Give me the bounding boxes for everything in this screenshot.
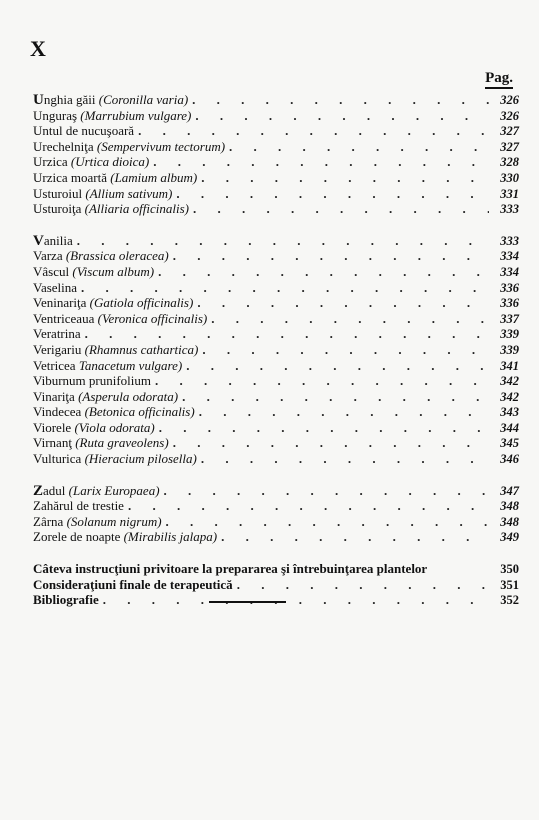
- entry-label: [33, 498, 124, 514]
- dot-leader: [81, 280, 489, 296]
- toc-entry: [33, 498, 519, 514]
- dot-leader: [211, 311, 489, 327]
- toc-entry: [33, 123, 519, 139]
- entry-latin-name: (Hieracium pilosella): [84, 451, 197, 467]
- entry-name: Veninariţa: [33, 295, 87, 311]
- entry-page-number: 339: [500, 342, 519, 357]
- entry-page-number: 328: [500, 155, 519, 170]
- toc-entry: [33, 248, 519, 264]
- dot-leader: [202, 342, 489, 358]
- toc-group: [33, 233, 519, 467]
- dot-leader: [193, 201, 489, 217]
- entry-label: [33, 483, 160, 500]
- toc-entry: [33, 92, 519, 108]
- toc-entry: [33, 514, 519, 530]
- dot-leader: [197, 295, 489, 311]
- dot-leader: [229, 139, 489, 155]
- section-divider: [209, 601, 286, 603]
- entry-name: Vaselina: [33, 279, 78, 295]
- dot-leader: [199, 404, 489, 420]
- entry-label: [33, 280, 77, 296]
- dot-leader: [221, 529, 489, 545]
- toc-entry: [33, 139, 519, 155]
- entry-page-number: 334: [500, 249, 519, 264]
- entry-page-number: 345: [500, 436, 519, 451]
- toc-entry: [33, 108, 519, 124]
- page-column-header: Pag.: [485, 70, 513, 89]
- dot-leader: [103, 592, 489, 608]
- dot-leader: [201, 451, 489, 467]
- toc-entry: [33, 311, 519, 327]
- entry-name: Zorele de noapte: [33, 529, 121, 545]
- toc-entry: [33, 435, 519, 451]
- entry-name: Virnanţ: [33, 435, 72, 451]
- entry-label: [33, 201, 189, 217]
- toc-entry: [33, 529, 519, 545]
- entry-latin-name: (Solanum nigrum): [66, 513, 162, 529]
- entry-label: [33, 264, 154, 280]
- entry-page-number: 348: [500, 514, 519, 529]
- entry-page-number: 341: [500, 358, 519, 373]
- entry-name: Bibliografie: [33, 592, 99, 608]
- entry-label: [33, 451, 197, 467]
- entry-initial: Z: [33, 482, 44, 499]
- dot-leader: [159, 420, 489, 436]
- entry-label: [33, 170, 197, 186]
- entry-name: Varza: [33, 248, 63, 264]
- entry-name: Zahărul de trestie: [33, 498, 124, 514]
- toc-entry: [33, 233, 519, 249]
- dot-leader: [155, 373, 489, 389]
- entry-initial: U: [33, 92, 44, 108]
- entry-name: Usturoiţa: [33, 201, 82, 217]
- toc-entry: [33, 295, 519, 311]
- entry-name: Zârna: [33, 513, 64, 529]
- entry-name: Untul de nucuşoară: [33, 123, 135, 139]
- entry-name: Ventriceaua: [33, 310, 95, 326]
- toc-entry: [33, 170, 519, 186]
- entry-label: [33, 139, 225, 155]
- entry-latin-name: (Coronilla varia): [98, 92, 189, 107]
- toc-entry: [33, 577, 519, 593]
- entry-name: Vinariţa: [33, 388, 75, 404]
- entry-page-number: 350: [500, 562, 519, 577]
- entry-label: [33, 404, 195, 420]
- entry-name: Vâscul: [33, 263, 70, 279]
- dot-leader: [237, 577, 489, 593]
- entry-name: nghia găii: [43, 92, 96, 107]
- entry-page-number: 348: [500, 499, 519, 514]
- entry-label: [33, 154, 149, 170]
- entry-latin-name: (Rhamnus cathartica): [84, 341, 199, 357]
- entry-name: Câteva instrucţiuni privitoare la prepararea şi întrebuinţarea plantelor: [33, 561, 428, 577]
- entry-label: [33, 435, 169, 451]
- entry-latin-name: (Marrubium vulgare): [80, 107, 192, 123]
- entry-name: Vindecea: [33, 404, 82, 420]
- entry-page-number: 342: [500, 374, 519, 389]
- toc-entry: [33, 342, 519, 358]
- entry-name: Viburnum prunifolium: [33, 373, 152, 389]
- dot-leader: [138, 123, 489, 139]
- entry-name: Veratrina: [33, 326, 81, 342]
- entry-label: [33, 123, 134, 139]
- toc-groups: [33, 92, 519, 545]
- entry-name: Vetricea: [33, 357, 76, 373]
- dot-leader: [192, 92, 489, 108]
- entry-latin-name: (Veronica officinalis): [97, 310, 208, 326]
- toc-entry: [33, 280, 519, 296]
- entry-page-number: 336: [500, 296, 519, 311]
- entry-page-number: 331: [500, 186, 519, 201]
- entry-label: [33, 326, 81, 342]
- entry-label: [33, 108, 191, 124]
- page-section-letter: X: [30, 36, 47, 61]
- toc-entry: [33, 389, 519, 405]
- entry-label: [33, 389, 178, 405]
- entry-page-number: 330: [500, 170, 519, 185]
- dot-leader: [182, 389, 489, 405]
- entry-page-number: 333: [500, 233, 519, 248]
- entry-label: [33, 358, 182, 374]
- entry-label: [33, 186, 172, 202]
- entry-name: Urechelniţa: [33, 138, 94, 154]
- entry-label: [33, 342, 198, 358]
- entry-page-number: 334: [500, 264, 519, 279]
- toc-entry: [33, 154, 519, 170]
- entry-initial: V: [33, 232, 44, 249]
- entry-latin-name: (Ruta graveolens): [75, 435, 169, 451]
- dot-leader: [186, 358, 489, 374]
- entry-page-number: 343: [500, 405, 519, 420]
- dot-leader: [173, 435, 489, 451]
- entry-latin-name: (Mirabilis jalapa): [123, 529, 218, 545]
- entry-page-number: 342: [500, 389, 519, 404]
- entry-label: [33, 514, 162, 530]
- toc-entry: [33, 201, 519, 217]
- entry-page-number: 326: [500, 108, 519, 123]
- entry-label: [33, 311, 207, 327]
- dot-leader: [201, 170, 489, 186]
- entry-page-number: 339: [500, 327, 519, 342]
- entry-page-number: 327: [500, 139, 519, 154]
- dot-leader: [77, 233, 489, 249]
- toc-entry: [33, 186, 519, 202]
- entry-latin-name: (Larix Europaea): [68, 482, 160, 498]
- entry-page-number: 352: [500, 593, 519, 608]
- dot-leader: [173, 248, 489, 264]
- entry-label: [33, 248, 169, 264]
- table-of-contents: [33, 92, 519, 608]
- dot-leader: [166, 514, 489, 530]
- entry-latin-name: (Urtica dioica): [70, 154, 150, 170]
- entry-page-number: 326: [500, 93, 519, 107]
- entry-latin-name: Tanacetum vulgare): [78, 357, 183, 373]
- toc-entry: [33, 420, 519, 436]
- entry-latin-name: (Sempervivum tectorum): [96, 138, 226, 154]
- entry-page-number: 347: [500, 483, 519, 498]
- entry-label: [33, 373, 151, 389]
- entry-page-number: 337: [500, 311, 519, 326]
- entry-label: [33, 92, 188, 109]
- toc-entry: [33, 264, 519, 280]
- entry-latin-name: (Asperula odorata): [78, 388, 179, 404]
- entry-latin-name: (Lamium album): [110, 169, 198, 185]
- entry-name: Unguraş: [33, 107, 78, 123]
- toc-entry: [33, 483, 519, 499]
- entry-page-number: 349: [500, 530, 519, 545]
- entry-name: adul: [43, 482, 66, 498]
- entry-page-number: 327: [500, 124, 519, 139]
- entry-name: Vulturica: [33, 451, 82, 467]
- entry-label: [33, 529, 217, 545]
- entry-name: Consideraţiuni finale de terapeutică: [33, 576, 233, 592]
- entry-name: Usturoiul: [33, 185, 83, 201]
- entry-page-number: 344: [500, 420, 519, 435]
- entry-page-number: 346: [500, 452, 519, 467]
- toc-group: [33, 92, 519, 217]
- entry-label: [33, 420, 155, 436]
- entry-name: anilia: [43, 232, 73, 248]
- entry-label: [33, 233, 73, 250]
- entry-latin-name: (Allium sativum): [85, 185, 173, 201]
- entry-name: Verigariu: [33, 341, 82, 357]
- entry-latin-name: (Betonica officinalis): [84, 404, 195, 420]
- dot-leader: [85, 326, 489, 342]
- entry-name: Viorele: [33, 419, 72, 435]
- entry-page-number: 351: [500, 577, 519, 592]
- entry-latin-name: (Gatiola officinalis): [89, 295, 194, 311]
- entry-label: [33, 295, 193, 311]
- entry-latin-name: (Viola odorata): [74, 419, 155, 435]
- dot-leader: [164, 483, 489, 499]
- dot-leader: [158, 264, 489, 280]
- toc-entry: [33, 326, 519, 342]
- dot-leader: [128, 498, 489, 514]
- dot-leader: [153, 154, 489, 170]
- toc-entry: [33, 404, 519, 420]
- entry-page-number: 336: [500, 280, 519, 295]
- toc-entry: [33, 358, 519, 374]
- entry-name: Urzica moartă: [33, 169, 107, 185]
- toc-entry: [33, 373, 519, 389]
- entry-latin-name: (Alliaria officinalis): [84, 201, 189, 217]
- entry-latin-name: (Viscum album): [72, 263, 155, 279]
- toc-entry: [33, 561, 519, 577]
- toc-group: [33, 483, 519, 545]
- dot-leader: [195, 108, 489, 124]
- dot-leader: [176, 186, 489, 202]
- entry-page-number: 333: [500, 202, 519, 217]
- entry-name: Urzica: [33, 154, 68, 170]
- entry-latin-name: (Brassica oleracea): [65, 248, 169, 264]
- toc-entry: [33, 451, 519, 467]
